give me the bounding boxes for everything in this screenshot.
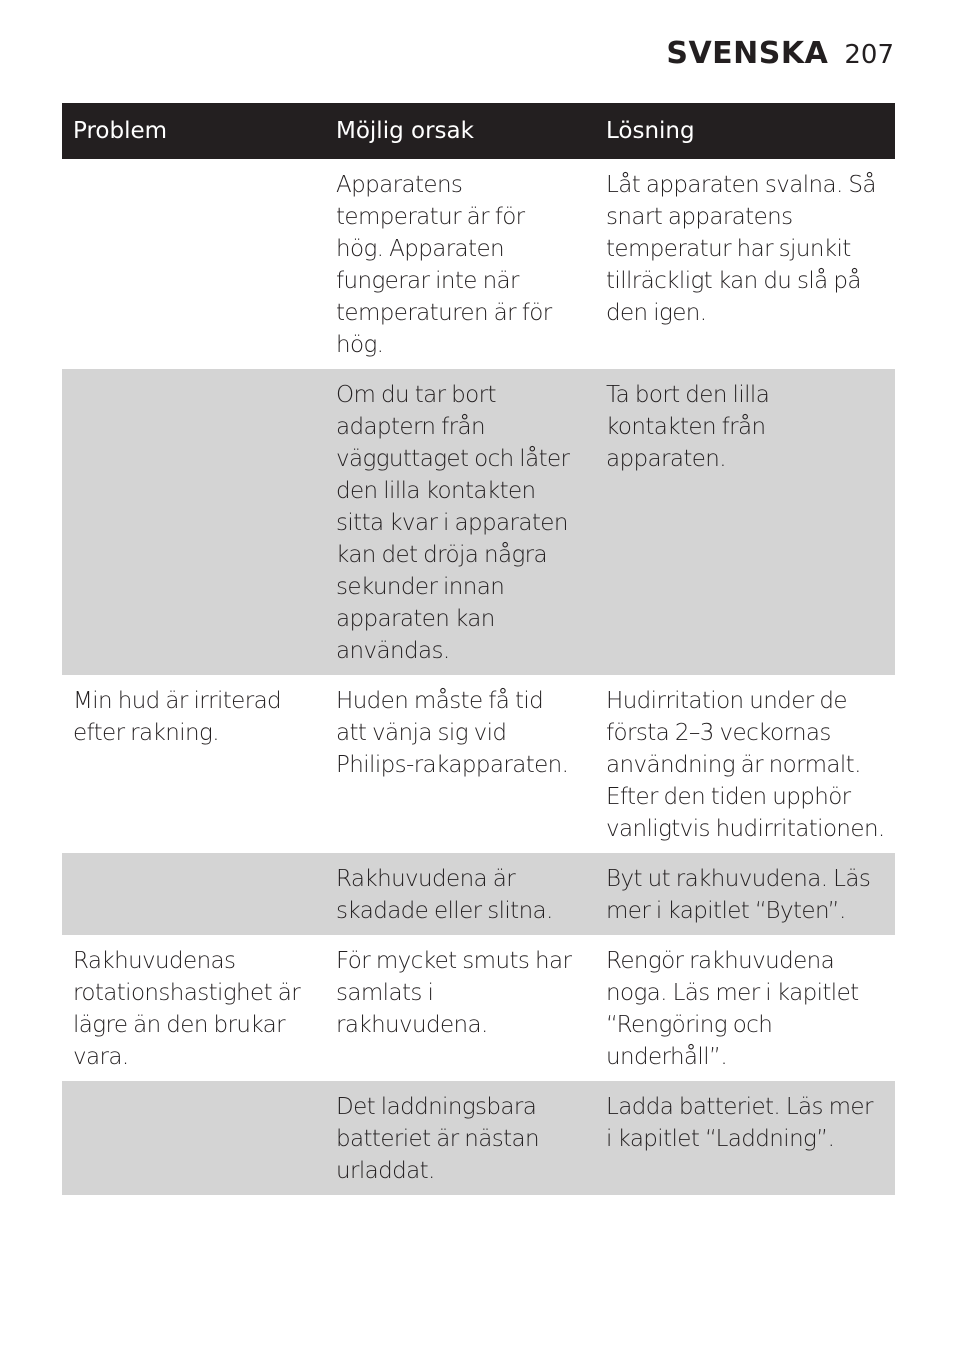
cell-text-line: mer i kapitlet “Byten”. <box>606 898 846 924</box>
cell-text-line: Apparatens <box>336 172 463 198</box>
cell-text-line: apparaten. <box>606 446 726 472</box>
cell-text-line: Rakhuvudena är <box>336 866 516 892</box>
table-body <box>62 159 895 1195</box>
cell-problem <box>62 159 325 369</box>
cell-text-line: Om du tar bort <box>336 382 496 408</box>
cell-cause <box>325 675 594 853</box>
cell-text-line: skadade eller slitna. <box>336 898 553 924</box>
cell-text-line: urladdat. <box>336 1158 435 1184</box>
cell-cause <box>325 935 594 1081</box>
table-header <box>62 103 895 159</box>
cell-text-line: “Rengöring och <box>606 1012 773 1038</box>
cell-text-line: hög. Apparaten <box>336 236 504 262</box>
cell-solution <box>594 853 895 935</box>
cell-text-line: adaptern från <box>336 414 485 440</box>
cell-solution <box>594 159 895 369</box>
cell-text-line: användas. <box>336 638 450 664</box>
cell-text-line: kan det dröja några <box>336 542 548 568</box>
cell-text-line: Ladda batteriet. Läs mer <box>606 1094 873 1120</box>
cell-text-line: Byt ut rakhuvudena. Läs <box>606 866 871 892</box>
cell-solution <box>594 369 895 675</box>
cell-text-line: efter rakning. <box>73 720 219 746</box>
cell-text-line: Huden måste få tid <box>336 688 544 714</box>
cell-problem <box>62 675 325 853</box>
cell-cause <box>325 369 594 675</box>
cell-solution <box>594 675 895 853</box>
cell-cause <box>325 159 594 369</box>
cell-text-line: i kapitlet “Laddning”. <box>606 1126 835 1152</box>
cell-text-line: fungerar inte när <box>336 268 519 294</box>
cell-solution <box>594 1081 895 1195</box>
table-row <box>62 369 895 675</box>
cell-problem <box>62 935 325 1081</box>
table-row <box>62 1081 895 1195</box>
cell-text-line: att vänja sig vid <box>336 720 507 746</box>
section-language-title: SVENSKA <box>666 36 829 71</box>
cell-text-line: lägre än den brukar <box>73 1012 286 1038</box>
page-header <box>666 36 894 71</box>
cell-text-line: tillräckligt kan du slå på <box>606 268 861 294</box>
cell-text-line: vägguttaget och låter <box>336 446 570 472</box>
cell-text-line: Ta bort den lilla <box>606 382 770 408</box>
cell-cause <box>325 853 594 935</box>
cell-text-line: temperaturen är för <box>336 300 552 326</box>
cell-text-line: noga. Läs mer i kapitlet <box>606 980 859 1006</box>
cell-text-line: vanligtvis hudirritationen. <box>606 816 885 842</box>
cell-text-line: den lilla kontakten <box>336 478 536 504</box>
column-header-solution: Lösning <box>594 103 895 159</box>
cell-text-line: sitta kvar i apparaten <box>336 510 568 536</box>
cell-text-line: Rengör rakhuvudena <box>606 948 835 974</box>
cell-solution <box>594 935 895 1081</box>
cell-problem <box>62 853 325 935</box>
cell-text-line: Hudirritation under de <box>606 688 847 714</box>
cell-text-line: den igen. <box>606 300 707 326</box>
cell-text-line: Philips-rakapparaten. <box>336 752 569 778</box>
cell-text-line: första 2–3 veckornas <box>606 720 831 746</box>
cell-text-line: Rakhuvudenas <box>73 948 236 974</box>
page-number: 207 <box>844 40 894 70</box>
cell-text-line: apparaten kan <box>336 606 495 632</box>
table-row <box>62 159 895 369</box>
table-row <box>62 935 895 1081</box>
cell-text-line: vara. <box>73 1044 129 1070</box>
cell-text-line: rakhuvudena. <box>336 1012 488 1038</box>
cell-text-line: samlats i <box>336 980 434 1006</box>
table-row <box>62 853 895 935</box>
cell-text-line: batteriet är nästan <box>336 1126 540 1152</box>
cell-text-line: För mycket smuts har <box>336 948 572 974</box>
cell-problem <box>62 369 325 675</box>
cell-text-line: Det laddningsbara <box>336 1094 537 1120</box>
table-header-row <box>62 103 895 159</box>
cell-text-line: rotationshastighet är <box>73 980 301 1006</box>
troubleshooting-table <box>62 103 895 1195</box>
cell-text-line: hög. <box>336 332 384 358</box>
cell-text-line: Min hud är irriterad <box>73 688 282 714</box>
cell-text-line: temperatur är för <box>336 204 525 230</box>
cell-text-line: Låt apparaten svalna. Så <box>606 172 876 198</box>
cell-problem <box>62 1081 325 1195</box>
cell-text-line: Efter den tiden upphör <box>606 784 851 810</box>
table-row <box>62 675 895 853</box>
cell-text-line: underhåll”. <box>606 1044 728 1070</box>
cell-text-line: användning är normalt. <box>606 752 861 778</box>
cell-text-line: kontakten från <box>606 414 766 440</box>
column-header-cause: Möjlig orsak <box>325 103 594 159</box>
cell-text-line: sekunder innan <box>336 574 505 600</box>
cell-cause <box>325 1081 594 1195</box>
cell-text-line: temperatur har sjunkit <box>606 236 851 262</box>
cell-text-line: snart apparatens <box>606 204 793 230</box>
column-header-problem: Problem <box>62 103 325 159</box>
